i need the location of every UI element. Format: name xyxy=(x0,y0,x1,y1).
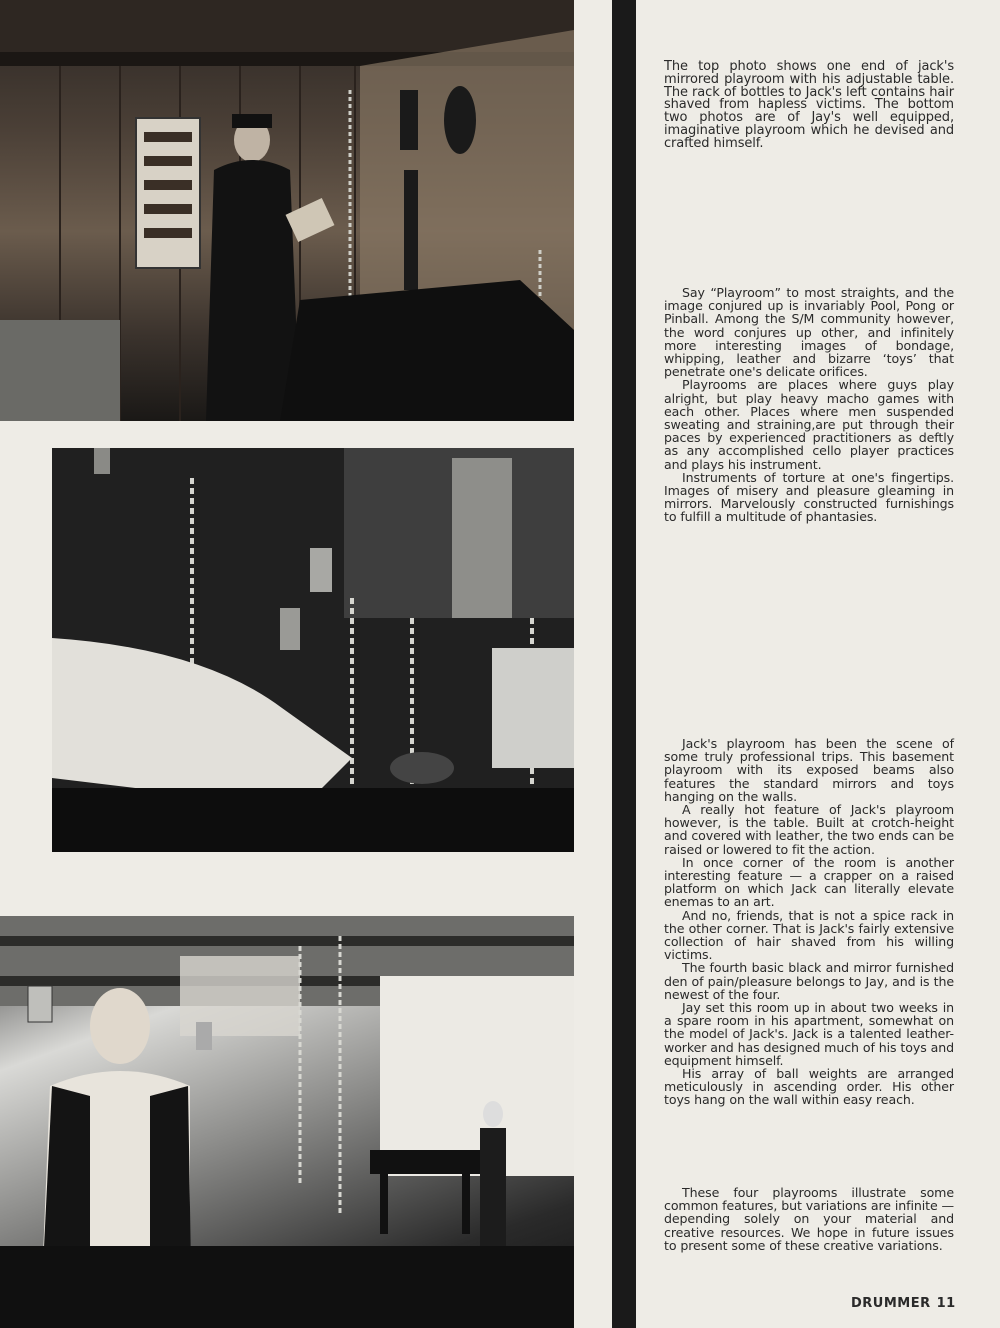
article-intro xyxy=(664,286,954,524)
intro-paragraph: Playrooms are places where guys play alright, but play heavy macho games with each other. Places where men suspended sweating and straining,are put through their paces by experienced practitioners as deftly as any accomplished cello player practices and plays his instrument. xyxy=(664,377,954,472)
jack-paragraph: And no, friends, that is not a spice rack in the other corner. That is Jack's fairly extensive collection of hair shaved from his willing victims. xyxy=(664,907,954,963)
page-footer xyxy=(851,1296,956,1311)
outro-paragraph: These four playrooms illustrate some common features, but variations are infinite — depending solely on your material and creative resources. We hope in future issues to present some of these creative variations. xyxy=(664,1185,955,1253)
photo-bottom-jay-portrait xyxy=(0,916,574,1328)
article-jack-section xyxy=(664,737,954,1107)
page-number: 11 xyxy=(936,1296,956,1311)
article-outro xyxy=(664,1186,954,1252)
intro-paragraph: Say “Playroom” to most straights, and the image conjured up is invariably Pool, Pong or Pinball. Among the S/M community however, the word conjures up other, and infinitely more interesting images of bondage, whipping, leather and bizarre ‘toys’ that penetrate one's delicate orifices. xyxy=(664,285,954,380)
jack-paragraph: Jay set this room up in about two weeks in a spare room in his apartment, somewhat on the model of Jack's. Jack is a talented leather-worker and has designed much of his toys and equipment himself. xyxy=(664,1000,954,1068)
photo-caption xyxy=(664,61,954,151)
photo-top-jacks-playroom xyxy=(0,0,574,421)
caption-text: The top photo shows one end of jack's mirrored playroom with his adjustable table. The rack of bottles to Jack's left contains hair shaved from hapless victims. The bottom two photos are of Jay's well equipped, imaginative playroom which he devised and crafted himself. xyxy=(664,59,954,151)
intro-paragraph: Instruments of torture at one's fingertips. Images of misery and pleasure gleaming in mirrors. Marvelously constructed furnishings to fulfill a multitude of phantasies. xyxy=(664,469,954,525)
photo-bottom-illustration xyxy=(0,916,574,1328)
photo-middle-jays-playroom xyxy=(52,448,574,852)
jack-paragraph: His array of ball weights are arranged meticulously in ascending order. His other toys hang on the wall within easy reach. xyxy=(664,1066,954,1108)
jack-paragraph: The fourth basic black and mirror furnished den of pain/pleasure belongs to Jay, and is the newest of the four. xyxy=(664,960,954,1002)
jack-paragraph: A really hot feature of Jack's playroom however, is the table. Built at crotch-height and covered with leather, the two ends can be raised or lowered to fit the action. xyxy=(664,802,954,857)
photo-middle-illustration xyxy=(52,448,574,852)
vertical-divider-bar xyxy=(612,0,636,1328)
jack-paragraph: In once corner of the room is another interesting feature — a crapper on a raised platform on which Jack can literally elevate enemas to an art. xyxy=(664,854,954,910)
jack-paragraph: Jack's playroom has been the scene of some truly professional trips. This basement playroom with its exposed beams also features the standard mirrors and toys hanging on the walls. xyxy=(664,736,954,804)
magazine-name: DRUMMER xyxy=(851,1296,931,1311)
photo-top-illustration xyxy=(0,0,574,421)
